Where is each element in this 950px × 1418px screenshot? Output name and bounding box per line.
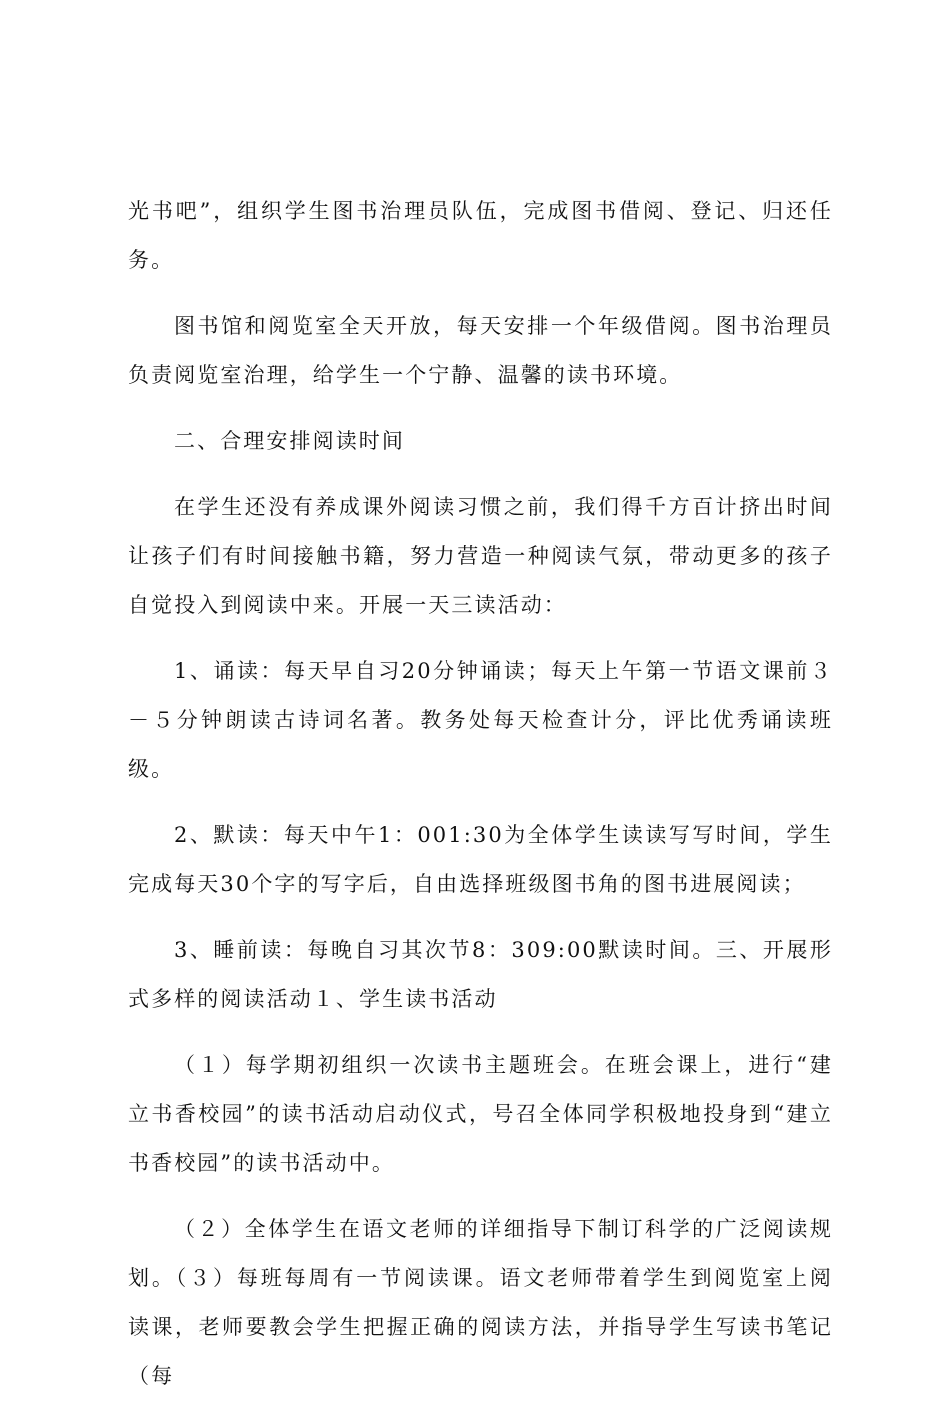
paragraph-5: 2、默读：每天中午1：001:30为全体学生读读写写时间，学生完成每天30个字的写字后，自由选择班级图书角的图书进展阅读； bbox=[128, 823, 833, 896]
paragraph-1: 光书吧”，组织学生图书治理员队伍，完成图书借阅、登记、归还任务。 bbox=[128, 199, 833, 272]
paragraph-7: （１）每学期初组织一次读书主题班会。在班会课上，进行“建立书香校园”的读书活动启动仪式，号召全体同学积极地投身到“建立书香校园”的读书活动中。 bbox=[128, 1053, 833, 1175]
paragraph-2: 图书馆和阅览室全天开放，每天安排一个年级借阅。图书治理员负责阅览室治理，给学生一个宁静、温馨的读书环境。 bbox=[128, 314, 833, 387]
paragraph-8: （２）全体学生在语文老师的详细指导下制订科学的广泛阅读规划。（３）每班每周有一节阅读课。语文老师带着学生到阅览室上阅读课，老师要教会学生把握正确的阅读方法，并指导学生写读书笔记（每 bbox=[128, 1217, 833, 1388]
document-body bbox=[128, 187, 833, 1418]
paragraph-3: 在学生还没有养成课外阅读习惯之前，我们得千方百计挤出时间让孩子们有时间接触书籍，努力营造一种阅读气氛，带动更多的孩子自觉投入到阅读中来。开展一天三读活动： bbox=[128, 495, 833, 617]
section-heading-2: 二、合理安排阅读时间 bbox=[174, 429, 405, 453]
paragraph-6: 3、睡前读：每晚自习其次节8：309:00默读时间。三、开展形式多样的阅读活动１、学生读书活动 bbox=[128, 938, 833, 1011]
paragraph-4: 1、诵读：每天早自习20分钟诵读；每天上午第一节语文课前３－５分钟朗读古诗词名著。教务处每天检查计分，评比优秀诵读班级。 bbox=[128, 659, 833, 781]
